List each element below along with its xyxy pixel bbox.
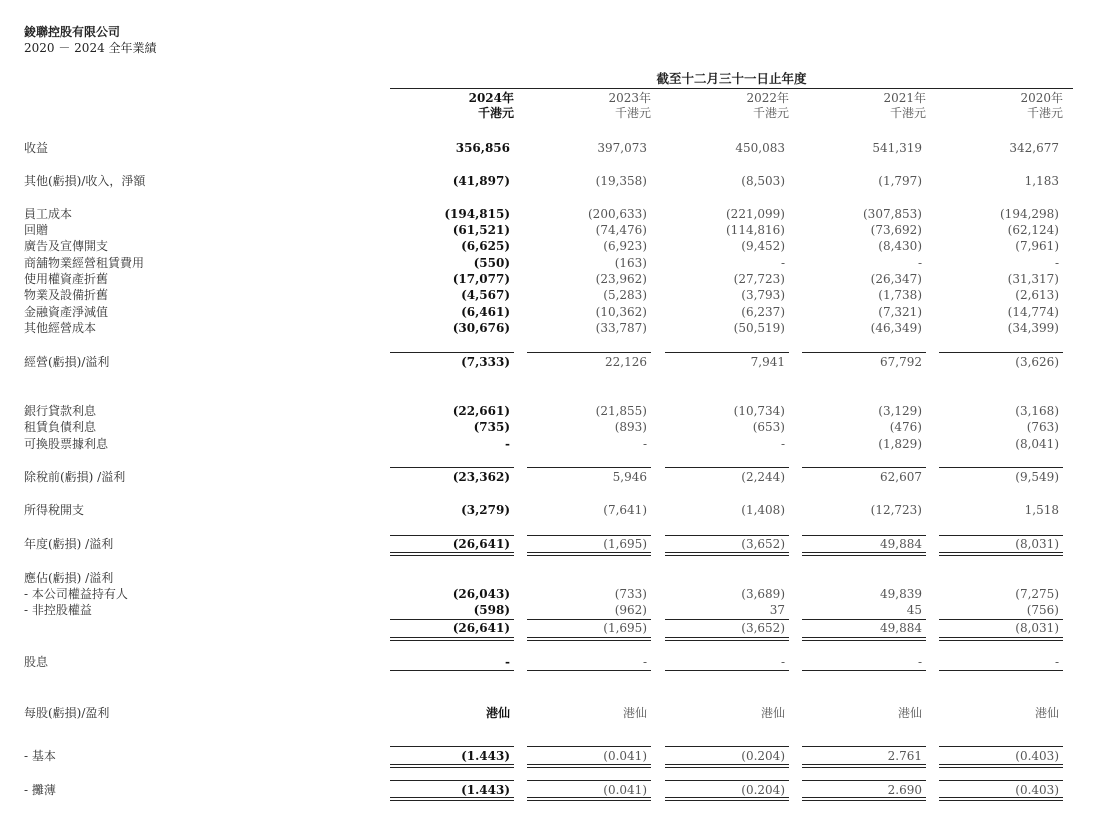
rule-line <box>527 780 651 781</box>
value-cell: - <box>505 655 510 669</box>
double-underline <box>390 767 514 768</box>
double-underline <box>665 764 789 765</box>
value-cell: (3,652) <box>741 537 785 551</box>
value-cell: (0.041) <box>603 783 647 797</box>
value-cell: (46,349) <box>870 321 922 335</box>
rule-line <box>390 352 514 353</box>
double-underline <box>527 797 651 798</box>
value-cell: (0.204) <box>741 749 785 763</box>
double-underline <box>802 767 926 768</box>
double-underline <box>527 552 651 553</box>
value-cell: (476) <box>889 420 922 434</box>
value-cell: (26,641) <box>452 537 510 551</box>
value-cell: 450,083 <box>735 141 785 155</box>
column-unit: 千港元 <box>1026 106 1063 120</box>
value-cell: - <box>917 256 922 270</box>
value-cell: 49,884 <box>880 621 922 635</box>
value-cell: (598) <box>473 603 510 617</box>
rule-line <box>665 352 789 353</box>
value-cell: (1,738) <box>878 288 922 302</box>
column-unit: 千港元 <box>752 106 789 120</box>
row-label: 員工成本 <box>24 207 73 221</box>
value-cell: (3,689) <box>741 587 785 601</box>
value-cell: (27,723) <box>733 272 785 286</box>
rule-line <box>390 746 514 747</box>
value-cell: (8,031) <box>1015 621 1059 635</box>
double-underline <box>939 637 1063 638</box>
value-cell: (0.204) <box>741 783 785 797</box>
double-underline <box>939 800 1063 801</box>
value-cell: (22,661) <box>452 404 510 418</box>
value-cell: (1,695) <box>603 537 647 551</box>
value-cell: (3,279) <box>461 503 510 517</box>
value-cell: 49,884 <box>880 537 922 551</box>
rule-line <box>939 535 1063 536</box>
rule-line <box>527 535 651 536</box>
column-unit: 千港元 <box>614 106 651 120</box>
rule-line <box>802 535 926 536</box>
row-label: 租賃負債利息 <box>24 420 97 434</box>
rule-line <box>390 619 514 620</box>
value-cell: (307,853) <box>863 207 922 221</box>
row-label: 經營(虧損)/溢利 <box>24 355 110 369</box>
value-cell: (1.443) <box>461 749 510 763</box>
rule-line <box>390 467 514 468</box>
value-cell: 2.761 <box>887 749 922 763</box>
double-underline <box>802 555 926 556</box>
rule-line <box>939 467 1063 468</box>
value-cell: (31,317) <box>1007 272 1059 286</box>
value-cell: - <box>780 655 785 669</box>
rule-line <box>802 670 926 671</box>
value-cell: (733) <box>614 587 647 601</box>
rule-line <box>802 746 926 747</box>
double-underline <box>390 764 514 765</box>
column-unit: 千港元 <box>477 106 514 120</box>
rule-line <box>527 670 651 671</box>
value-cell: 45 <box>906 603 922 617</box>
column-unit: 千港元 <box>889 106 926 120</box>
rule-line <box>527 467 651 468</box>
value-cell: 397,073 <box>597 141 647 155</box>
value-cell: (163) <box>614 256 647 270</box>
value-cell: (3,626) <box>1015 355 1059 369</box>
value-cell: (7,641) <box>603 503 647 517</box>
value-cell: (962) <box>614 603 647 617</box>
value-cell: 1,183 <box>1024 174 1059 188</box>
column-year: 2021年 <box>883 91 926 105</box>
value-cell: - <box>1054 256 1059 270</box>
value-cell: (23,962) <box>595 272 647 286</box>
value-cell: (6,625) <box>461 239 510 253</box>
value-cell: 港仙 <box>897 706 922 720</box>
report-subtitle: 2020 － 2024 全年業績 <box>24 41 157 55</box>
column-year: 2024年 <box>468 91 514 105</box>
value-cell: (74,476) <box>595 223 647 237</box>
double-underline <box>390 637 514 638</box>
value-cell: (1,797) <box>878 174 922 188</box>
row-label: 除稅前(虧損) /溢利 <box>24 470 126 484</box>
value-cell: (9,549) <box>1015 470 1059 484</box>
rule-line <box>665 670 789 671</box>
value-cell: - <box>780 256 785 270</box>
rule-line <box>939 746 1063 747</box>
double-underline <box>527 764 651 765</box>
double-underline <box>939 764 1063 765</box>
column-year: 2020年 <box>1020 91 1063 105</box>
value-cell: (194,298) <box>1000 207 1059 221</box>
company-name: 鋑聯控股有限公司 <box>24 25 121 39</box>
value-cell: - <box>505 437 510 451</box>
rule-line <box>802 619 926 620</box>
value-cell: (0.403) <box>1015 749 1059 763</box>
value-cell: - <box>642 437 647 451</box>
column-year: 2022年 <box>746 91 789 105</box>
value-cell: (194,815) <box>444 207 510 221</box>
value-cell: (1,408) <box>741 503 785 517</box>
double-underline <box>665 552 789 553</box>
row-label: 銀行貸款利息 <box>24 404 97 418</box>
value-cell: (653) <box>752 420 785 434</box>
rule-line <box>665 467 789 468</box>
value-cell: (3,652) <box>741 621 785 635</box>
value-cell: 1,518 <box>1024 503 1059 517</box>
value-cell: (893) <box>614 420 647 434</box>
value-cell: (7,961) <box>1015 239 1059 253</box>
value-cell: 22,126 <box>605 355 647 369</box>
value-cell: (5,283) <box>603 288 647 302</box>
double-underline <box>527 800 651 801</box>
double-underline <box>390 640 514 641</box>
value-cell: (9,452) <box>741 239 785 253</box>
rule-line <box>665 619 789 620</box>
row-label: 商舖物業經營租賃費用 <box>24 256 145 270</box>
row-label: 可換股票據利息 <box>24 437 109 451</box>
row-label: 應佔(虧損) /溢利 <box>24 571 114 585</box>
row-label: 每股(虧損)/盈利 <box>24 706 110 720</box>
value-cell: (1,829) <box>878 437 922 451</box>
rule-line <box>390 780 514 781</box>
row-label: - 非控股權益 <box>24 603 92 617</box>
value-cell: (6,461) <box>461 305 510 319</box>
rule-line <box>390 670 514 671</box>
double-underline <box>390 552 514 553</box>
value-cell: (3,168) <box>1015 404 1059 418</box>
rule-line <box>665 535 789 536</box>
row-label: 其他(虧損)/收入，淨額 <box>24 174 146 188</box>
double-underline <box>802 800 926 801</box>
value-cell: - <box>780 437 785 451</box>
row-label: 股息 <box>24 655 49 669</box>
value-cell: (50,519) <box>733 321 785 335</box>
double-underline <box>390 555 514 556</box>
double-underline <box>939 552 1063 553</box>
double-underline <box>665 637 789 638</box>
value-cell: (3,129) <box>878 404 922 418</box>
value-cell: 港仙 <box>485 706 510 720</box>
value-cell: 港仙 <box>622 706 647 720</box>
double-underline <box>665 767 789 768</box>
rule-line <box>802 352 926 353</box>
value-cell: (0.403) <box>1015 783 1059 797</box>
double-underline <box>665 555 789 556</box>
row-label: 物業及設備折舊 <box>24 288 109 302</box>
value-cell: 5,946 <box>612 470 647 484</box>
rule-line <box>939 352 1063 353</box>
value-cell: 356,856 <box>455 141 510 155</box>
double-underline <box>390 797 514 798</box>
value-cell: (7,321) <box>878 305 922 319</box>
value-cell: (4,567) <box>461 288 510 302</box>
value-cell: (26,641) <box>452 621 510 635</box>
value-cell: (62,124) <box>1007 223 1059 237</box>
double-underline <box>939 767 1063 768</box>
value-cell: (6,923) <box>603 239 647 253</box>
value-cell: (2,613) <box>1015 288 1059 302</box>
row-label: - 本公司權益持有人 <box>24 587 128 601</box>
double-underline <box>665 800 789 801</box>
value-cell: (10,362) <box>595 305 647 319</box>
double-underline <box>802 637 926 638</box>
value-cell: (41,897) <box>452 174 510 188</box>
row-label: 所得稅開支 <box>24 503 85 517</box>
rule-line <box>939 619 1063 620</box>
period-header: 截至十二月三十一日止年度 <box>656 71 807 86</box>
double-underline <box>527 767 651 768</box>
double-underline <box>665 640 789 641</box>
value-cell: (12,723) <box>870 503 922 517</box>
value-cell: (26,043) <box>452 587 510 601</box>
row-label: 使用權資產折舊 <box>24 272 109 286</box>
rule-line <box>527 746 651 747</box>
value-cell: (756) <box>1026 603 1059 617</box>
value-cell: (3,793) <box>741 288 785 302</box>
value-cell: (8,041) <box>1015 437 1059 451</box>
value-cell: 2.690 <box>887 783 922 797</box>
row-label: 回贈 <box>24 223 49 237</box>
row-label: - 攤薄 <box>24 783 56 797</box>
value-cell: 67,792 <box>880 355 922 369</box>
rule-line <box>527 352 651 353</box>
value-cell: (30,676) <box>452 321 510 335</box>
value-cell: (23,362) <box>452 470 510 484</box>
value-cell: 342,677 <box>1009 141 1059 155</box>
double-underline <box>665 797 789 798</box>
value-cell: - <box>642 655 647 669</box>
value-cell: (7,333) <box>461 355 510 369</box>
value-cell: (1.443) <box>461 783 510 797</box>
rule-line <box>939 670 1063 671</box>
column-year: 2023年 <box>608 91 651 105</box>
value-cell: (1,695) <box>603 621 647 635</box>
value-cell: (19,358) <box>595 174 647 188</box>
value-cell: (200,633) <box>588 207 647 221</box>
double-underline <box>802 640 926 641</box>
double-underline <box>802 797 926 798</box>
double-underline <box>527 640 651 641</box>
rule-line <box>390 535 514 536</box>
rule-line <box>939 780 1063 781</box>
value-cell: (21,855) <box>595 404 647 418</box>
value-cell: (73,692) <box>870 223 922 237</box>
value-cell: (34,399) <box>1007 321 1059 335</box>
value-cell: (2,244) <box>741 470 785 484</box>
value-cell: (221,099) <box>726 207 785 221</box>
double-underline <box>939 797 1063 798</box>
value-cell: 港仙 <box>760 706 785 720</box>
row-label: 金融資產淨減值 <box>24 305 109 319</box>
value-cell: (7,275) <box>1015 587 1059 601</box>
double-underline <box>527 637 651 638</box>
value-cell: (763) <box>1026 420 1059 434</box>
rule-line <box>665 746 789 747</box>
rule-line <box>527 619 651 620</box>
row-label: 其他經營成本 <box>24 321 97 335</box>
value-cell: (17,077) <box>452 272 510 286</box>
value-cell: (61,521) <box>452 223 510 237</box>
row-label: 年度(虧損) /溢利 <box>24 537 114 551</box>
value-cell: (6,237) <box>741 305 785 319</box>
rule-line <box>665 780 789 781</box>
value-cell: 7,941 <box>750 355 785 369</box>
value-cell: (8,503) <box>741 174 785 188</box>
value-cell: - <box>917 655 922 669</box>
double-underline <box>802 764 926 765</box>
double-underline <box>939 555 1063 556</box>
value-cell: 62,607 <box>880 470 922 484</box>
value-cell: (8,430) <box>878 239 922 253</box>
row-label: 廣告及宣傳開支 <box>24 239 109 253</box>
value-cell: (8,031) <box>1015 537 1059 551</box>
value-cell: - <box>1054 655 1059 669</box>
value-cell: (33,787) <box>595 321 647 335</box>
value-cell: (550) <box>473 256 510 270</box>
value-cell: (735) <box>473 420 510 434</box>
rule-line <box>802 780 926 781</box>
rule-line <box>802 467 926 468</box>
value-cell: 541,319 <box>872 141 922 155</box>
value-cell: (10,734) <box>733 404 785 418</box>
value-cell: (26,347) <box>870 272 922 286</box>
value-cell: 49,839 <box>880 587 922 601</box>
value-cell: (114,816) <box>726 223 785 237</box>
double-underline <box>527 555 651 556</box>
double-underline <box>802 552 926 553</box>
double-underline <box>390 800 514 801</box>
value-cell: 37 <box>769 603 785 617</box>
row-label: 收益 <box>24 141 49 155</box>
value-cell: (0.041) <box>603 749 647 763</box>
value-cell: (14,774) <box>1007 305 1059 319</box>
value-cell: 港仙 <box>1034 706 1059 720</box>
row-label: - 基本 <box>24 749 56 763</box>
double-underline <box>939 640 1063 641</box>
